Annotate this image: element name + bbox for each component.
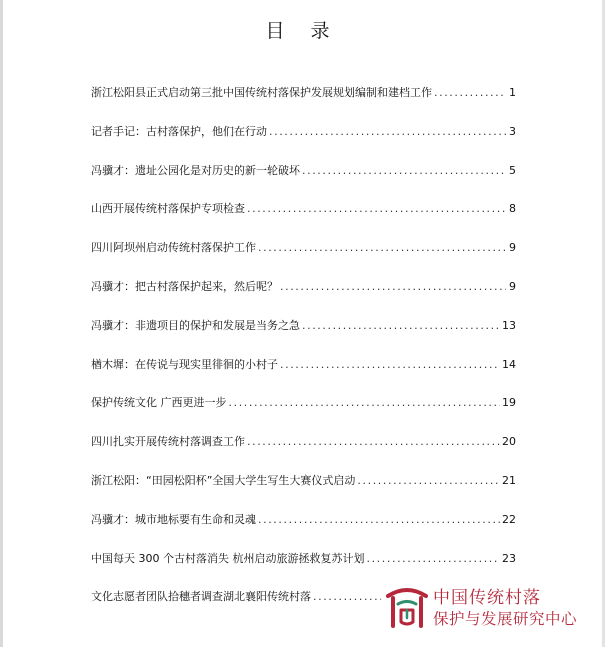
- toc-entry-title: 四川阿坝州启动传统村落保护工作: [91, 241, 256, 255]
- toc-entry-page: 14: [502, 357, 516, 371]
- toc-entry[interactable]: [91, 513, 516, 552]
- toc-entry-page: 9: [509, 241, 516, 255]
- dot-leader: [280, 280, 506, 294]
- toc-entry[interactable]: [91, 280, 516, 319]
- toc-entry-page: 13: [502, 318, 516, 332]
- toc-entry-title: 楢木墀：在传说与现实里徘徊的小村子: [91, 357, 278, 371]
- toc-entry-page: 9: [509, 279, 516, 293]
- village-arch-logo-icon: [385, 582, 429, 630]
- toc-entry[interactable]: [91, 86, 516, 125]
- toc-entry-page: 21: [502, 473, 516, 487]
- toc-entry-title: 浙江松阳县正式启动第三批中国传统村落保护发展规划编制和建档工作: [91, 86, 432, 99]
- toc-entry-title: 文化志愿者团队拾穗者调查湖北襄阳传统村落: [91, 590, 311, 604]
- dot-leader: [269, 125, 506, 139]
- toc-entry-page: 23: [502, 551, 516, 565]
- dot-leader: [366, 552, 500, 566]
- toc-entry-title: 记者手记：古村落保护，他们在行动: [91, 124, 267, 138]
- toc-entry-page: 3: [509, 124, 516, 138]
- toc-entry-page: 8: [509, 202, 516, 216]
- watermark-line-1: 中国传统村落: [433, 588, 541, 608]
- dot-leader: [229, 396, 501, 410]
- toc-entry-title: 冯骥才：城市地标要有生命和灵魂: [91, 512, 256, 526]
- dot-leader: [302, 164, 506, 178]
- toc-entry[interactable]: [91, 358, 516, 397]
- toc-entry-title: 浙江松阳：“田园松阳杯”全国大学生写生大赛仪式启动: [91, 473, 356, 487]
- toc-entry-page: 22: [502, 512, 516, 526]
- dot-leader: [280, 358, 500, 372]
- toc-entry[interactable]: [91, 396, 516, 435]
- dot-leader: [302, 319, 500, 333]
- toc-entry[interactable]: [91, 202, 516, 241]
- dot-leader: [258, 513, 500, 527]
- dot-leader: [247, 435, 500, 449]
- toc-entry-page: 20: [502, 435, 516, 449]
- toc-entry[interactable]: [91, 125, 516, 164]
- toc-entry-title: 冯骥才：非遗项目的保护和发展是当务之急: [91, 318, 300, 332]
- toc-entry[interactable]: [91, 435, 516, 474]
- dot-leader: [357, 474, 500, 488]
- toc-entry[interactable]: [91, 474, 516, 513]
- toc-entry-page: 19: [502, 396, 516, 410]
- toc-entry[interactable]: [91, 241, 516, 280]
- page-edge-left: [0, 0, 3, 647]
- watermark-line-2: 保护与发展研究中心: [433, 610, 578, 628]
- toc-entry-title: 保护传统文化 广西更进一步: [91, 396, 227, 410]
- dot-leader: [247, 202, 506, 216]
- toc-entry[interactable]: [91, 164, 516, 203]
- dot-leader: [258, 241, 506, 255]
- dot-leader: [434, 86, 506, 100]
- page-title: 目 录: [265, 20, 340, 42]
- toc-entry-page: 1: [509, 86, 516, 99]
- toc-entry-title: 中国每天 300 个古村落消失 杭州启动旅游拯救复苏计划: [91, 551, 365, 565]
- toc-entry-title: 冯骥才：遗址公园化是对历史的新一轮破坏: [91, 163, 300, 177]
- toc-entry-title: 冯骥才：把古村落保护起来，然后呢？: [91, 279, 278, 293]
- organization-watermark: [381, 578, 601, 636]
- toc-entry-title: 山西开展传统村落保护专项检查: [91, 202, 245, 216]
- toc-list: [91, 86, 516, 629]
- toc-entry-page: 5: [509, 163, 516, 177]
- toc-entry[interactable]: [91, 319, 516, 358]
- toc-entry-title: 四川扎实开展传统村落调查工作: [91, 435, 245, 449]
